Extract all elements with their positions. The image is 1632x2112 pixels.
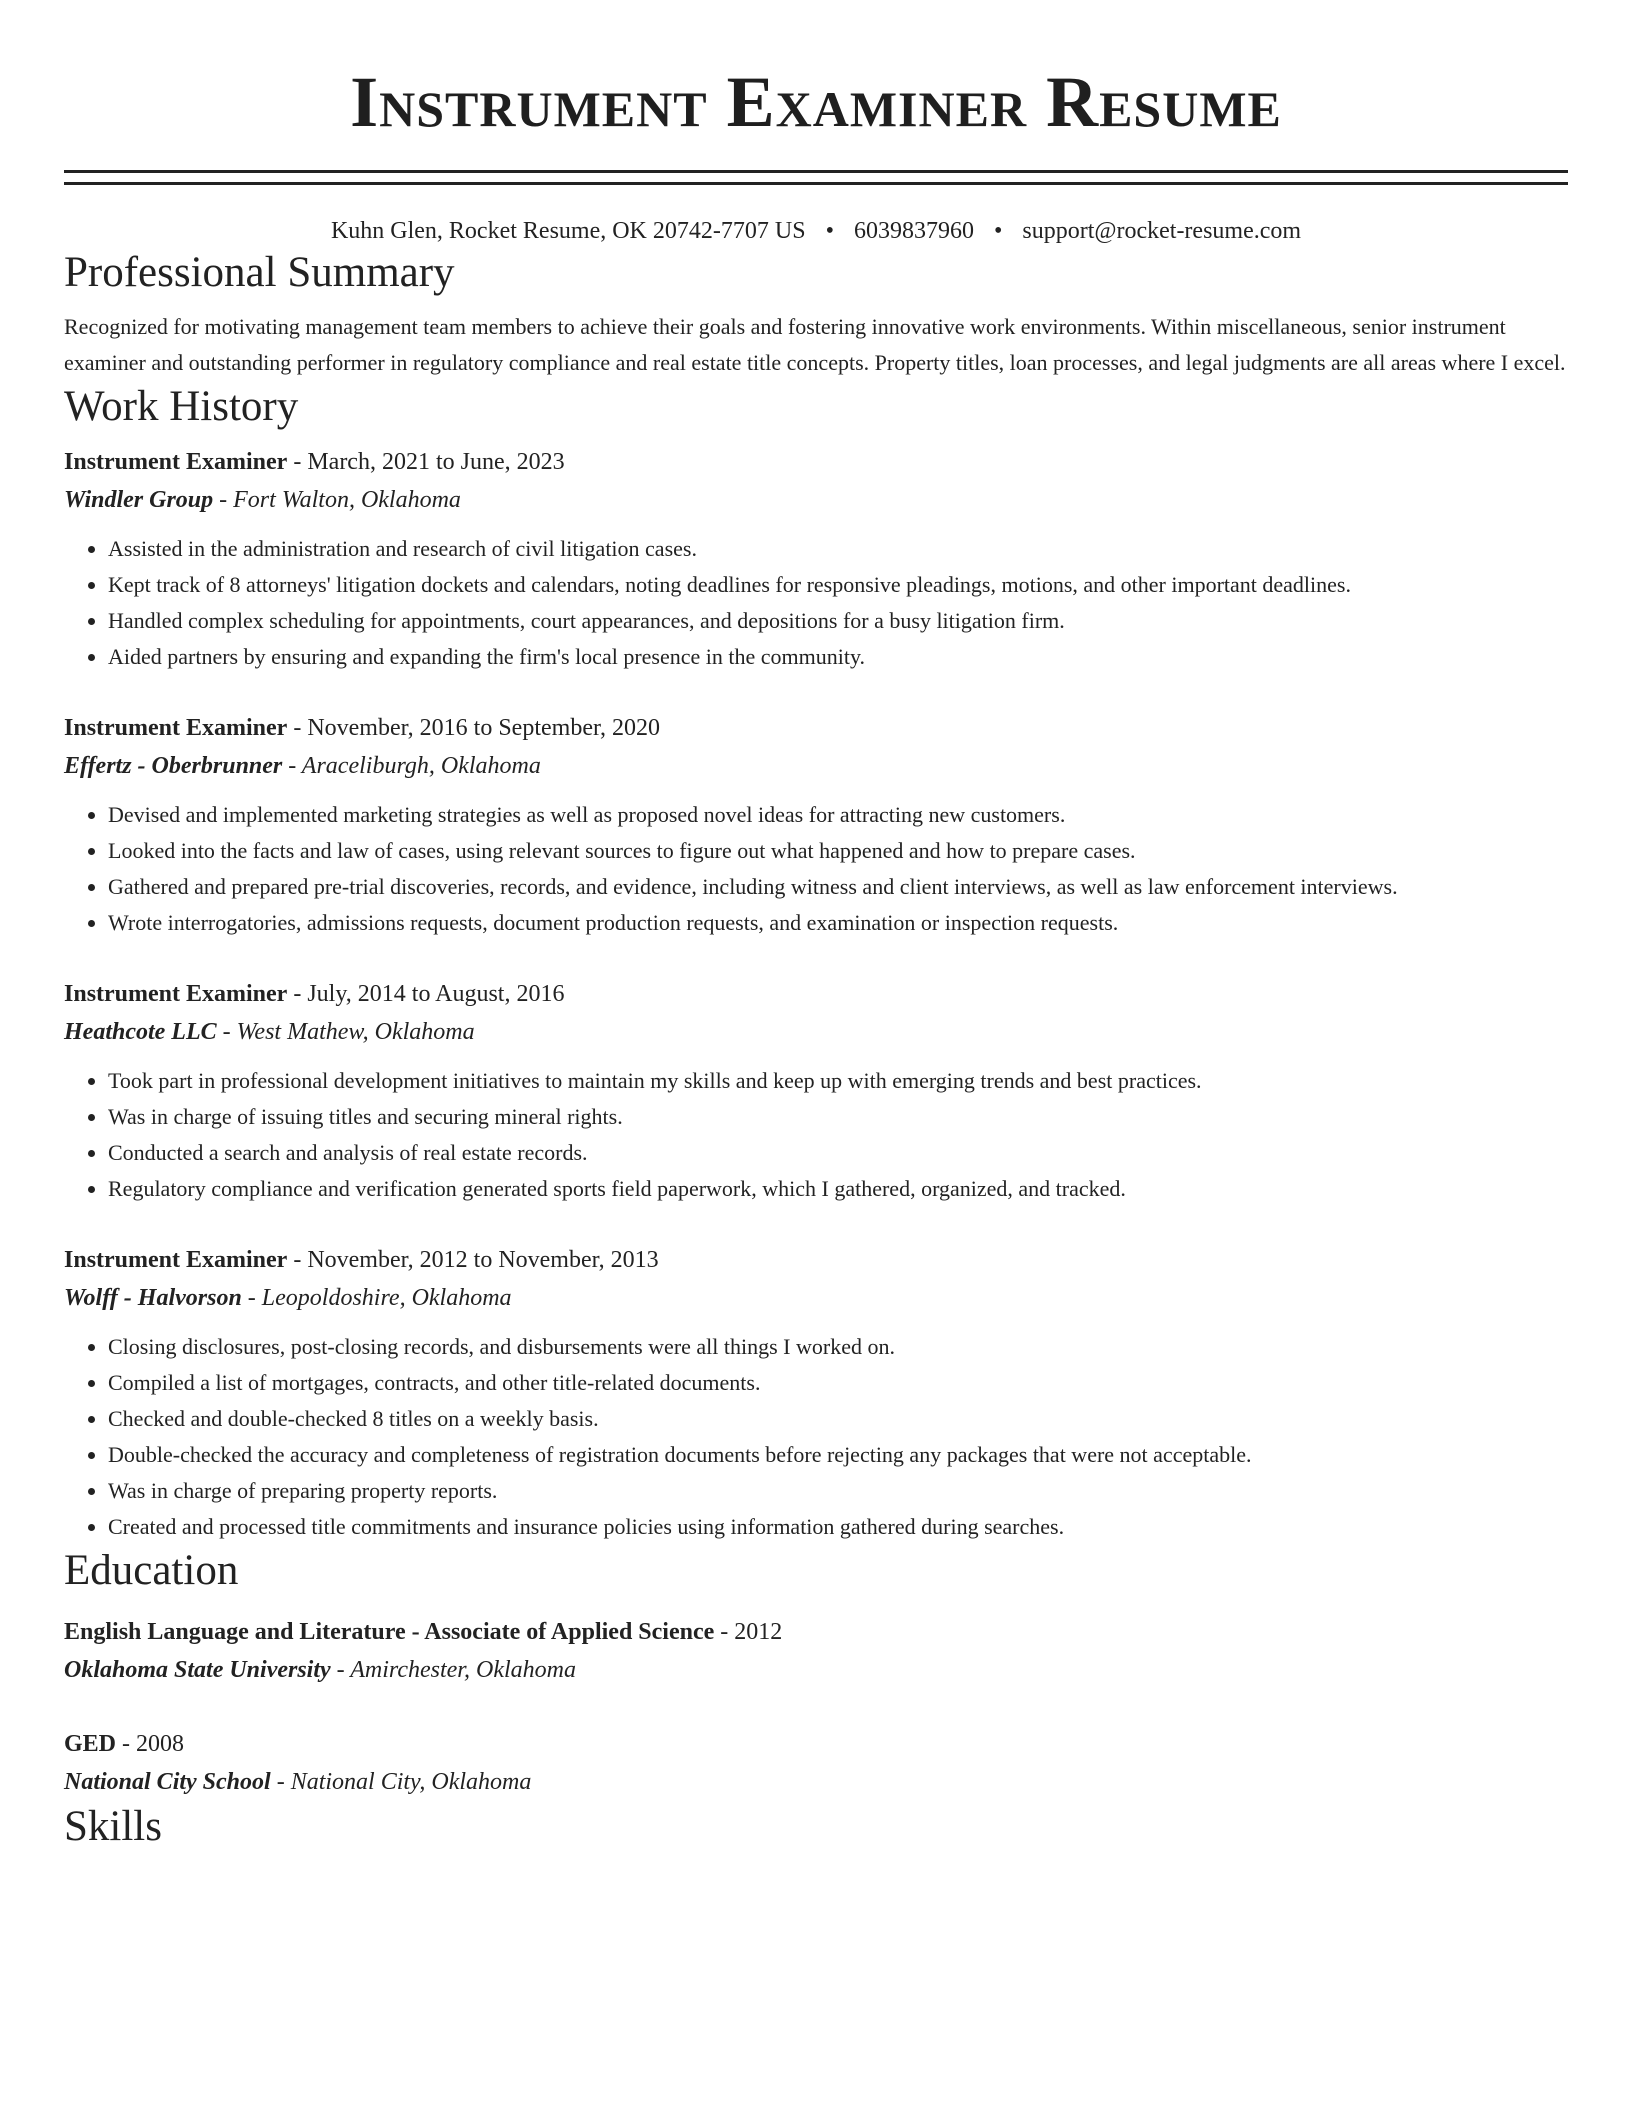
job-duty: • Handled complex scheduling for appointments, court appearances, and depositions for a busy litigation firm. — [108, 603, 1568, 639]
job-title-line — [64, 1241, 1568, 1279]
job-location: - Leopoldoshire, Oklahoma — [241, 1285, 512, 1311]
job-duty: • Gathered and prepared pre-trial discoveries, records, and evidence, including witness and client interviews, as well as law enforcement interviews. — [108, 869, 1568, 905]
job-dates: - July, 2014 to August, 2016 — [287, 981, 565, 1007]
work-history-heading: Work History — [64, 383, 299, 430]
education-entry — [64, 1613, 1568, 1689]
job-duty: • Was in charge of preparing property reports. — [108, 1473, 1568, 1509]
job-company: Wolff - Halvorson — [64, 1285, 242, 1311]
job-title-line — [64, 443, 1568, 481]
job-duty: • Conducted a search and analysis of real estate records. — [108, 1135, 1568, 1171]
job-title: Instrument Examiner — [64, 449, 288, 475]
job-duties-list — [64, 1329, 1568, 1545]
education-year: - 2012 — [714, 1619, 783, 1645]
education-heading: Education — [64, 1547, 239, 1594]
professional-summary-heading: Professional Summary — [64, 249, 455, 296]
contact-email[interactable]: support@rocket-resume.com — [1022, 218, 1302, 244]
job-duty: • Assisted in the administration and research of civil litigation cases. — [108, 531, 1568, 567]
contact-separator: • — [993, 218, 1003, 244]
job-duties-list — [64, 1063, 1568, 1207]
job-company-line — [64, 1013, 1568, 1051]
job-duty: • Aided partners by ensuring and expanding the firm's local presence in the community. — [108, 639, 1568, 675]
education-school-line — [64, 1763, 1568, 1801]
job-duty: • Compiled a list of mortgages, contracts, and other title-related documents. — [108, 1365, 1568, 1401]
job-duties-list — [64, 797, 1568, 941]
job-title-line — [64, 709, 1568, 747]
job-duty: • Regulatory compliance and verification generated sports field paperwork, which I gathered, organized, and tracked. — [108, 1171, 1568, 1207]
resume-title: Instrument Examiner Resume — [350, 62, 1282, 142]
skills-heading: Skills — [64, 1803, 162, 1850]
job-duty: • Kept track of 8 attorneys' litigation dockets and calendars, noting deadlines for responsive pleadings, motions, and other important deadlines. — [108, 567, 1568, 603]
job-title: Instrument Examiner — [64, 715, 288, 741]
job-duty: • Devised and implemented marketing strategies as well as proposed novel ideas for attracting new customers. — [108, 797, 1568, 833]
professional-summary-text: Recognized for motivating management team members to achieve their goals and fostering innovative work environments. Within miscellaneous, senior instrument examiner and outstanding performer in regulatory compliance and real estate title concepts. Property titles, loan processes, and legal judgments are all areas where I excel. — [64, 314, 1566, 375]
education-location: - Amirchester, Oklahoma — [330, 1657, 576, 1683]
resume-page — [64, 0, 1568, 1853]
contact-phone: 6039837960 — [853, 218, 974, 244]
job-title: Instrument Examiner — [64, 981, 288, 1007]
job-duty: • Checked and double-checked 8 titles on a weekly basis. — [108, 1401, 1568, 1437]
contact-line — [64, 215, 1568, 247]
education-degree-line — [64, 1725, 1568, 1763]
job-duty: • Wrote interrogatories, admissions requests, document production requests, and examination or inspection requests. — [108, 905, 1568, 941]
job-location: - Araceliburgh, Oklahoma — [282, 753, 541, 779]
education-year: - 2008 — [116, 1731, 185, 1757]
job-dates: - November, 2012 to November, 2013 — [287, 1247, 659, 1273]
education-school-line — [64, 1651, 1568, 1689]
job-company: Effertz - Oberbrunner — [64, 753, 283, 779]
title-double-rule — [64, 170, 1568, 185]
job-duties-list — [64, 531, 1568, 675]
contact-separator: • — [825, 218, 834, 244]
job-location: - Fort Walton, Oklahoma — [213, 487, 461, 513]
job-company: Windler Group — [64, 487, 214, 513]
job-duty: • Double-checked the accuracy and completeness of registration documents before rejecting any packages that were not acceptable. — [108, 1437, 1568, 1473]
education-school: National City School — [64, 1769, 271, 1795]
job-duty: • Took part in professional development initiatives to maintain my skills and keep up with emerging trends and best practices. — [108, 1063, 1568, 1099]
job-entry — [64, 443, 1568, 675]
job-duty: • Was in charge of issuing titles and securing mineral rights. — [108, 1099, 1568, 1135]
job-entry — [64, 709, 1568, 941]
contact-address: Kuhn Glen, Rocket Resume, OK 20742-7707 US — [330, 218, 806, 244]
job-entry — [64, 1241, 1568, 1545]
job-dates: - March, 2021 to June, 2023 — [287, 449, 565, 475]
job-company: Heathcote LLC — [64, 1019, 217, 1045]
education-entry — [64, 1725, 1568, 1801]
job-location: - West Mathew, Oklahoma — [216, 1019, 475, 1045]
education-location: - National City, Oklahoma — [270, 1769, 532, 1795]
education-degree-line — [64, 1613, 1568, 1651]
job-dates: - November, 2016 to September, 2020 — [287, 715, 660, 741]
job-company-line — [64, 747, 1568, 785]
job-title: Instrument Examiner — [64, 1247, 288, 1273]
job-duty: • Closing disclosures, post-closing records, and disbursements were all things I worked on. — [108, 1329, 1568, 1365]
job-duty: • Created and processed title commitments and insurance policies using information gathered during searches. — [108, 1509, 1568, 1545]
job-duty: • Looked into the facts and law of cases, using relevant sources to figure out what happened and how to prepare cases. — [108, 833, 1568, 869]
job-company-line — [64, 1279, 1568, 1317]
education-degree: English Language and Literature - Associate of Applied Science — [64, 1619, 715, 1645]
education-school: Oklahoma State University — [64, 1657, 331, 1683]
job-entry — [64, 975, 1568, 1207]
job-title-line — [64, 975, 1568, 1013]
job-company-line — [64, 481, 1568, 519]
education-degree: GED — [64, 1731, 117, 1757]
